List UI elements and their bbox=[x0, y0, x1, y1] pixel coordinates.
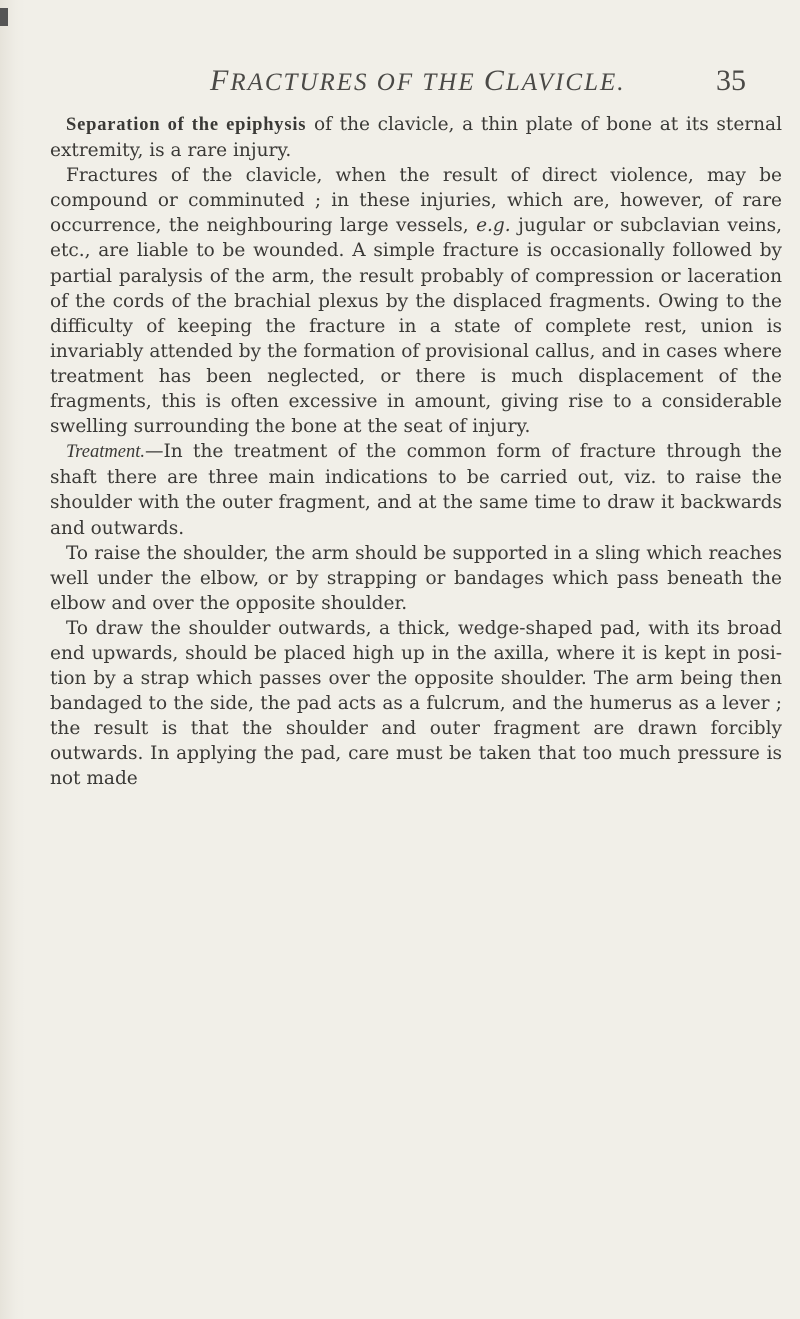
paragraph-raise-shoulder: To raise the shoulder, the arm should be supported in a sling which reaches well under the elbow, or by strapping or bandages which pass beneath the elbow and over the opposite shoulder. bbox=[50, 542, 782, 614]
paragraph-treatment: Treatment.—In the treatment of the common form of fracture through the shaft there are three main indications to be carried out, viz. to raise the shoulder with the outer fragment, and at the same time to draw it backwards and outwards. bbox=[50, 441, 782, 539]
page-left-edge bbox=[0, 0, 26, 1319]
runin-heading-treatment: Treatment. bbox=[66, 442, 145, 463]
paragraph-draw-shoulder: To draw the shoulder outwards, a thick, wedge-shaped pad, with its broad end upwards, should be placed high up in the axilla, where it is kept in position by a strap which passes over the opposite shoulder. The arm being then bandaged to the side, the pad acts as a fulcrum, and the humerus as a lever ; the result is that the shoulder and outer fragment are drawn forcibly outwards. In applying the pad, care must be taken that too much pressure is not made bbox=[50, 617, 782, 790]
page-edge-mark bbox=[0, 8, 8, 26]
running-head: FRACTURES OF THE CLAVICLE. bbox=[210, 64, 626, 97]
runin-heading: Separation of the epiphysis bbox=[66, 115, 307, 135]
paragraph-fractures: Fractures of the clavicle, when the result of direct violence, may be compound or comminuted ; in these injuries, which are, however, of rare occurrence, the neighbouring large vessels, e.g. jugular or subclavian veins, etc., are liable to be wounded. A simple fracture is occasionally followed by partial paralysis of the arm, the result probably of compression or laceration of the cords of the brachial plexus by the displaced fragments. Owing to the difficulty of keeping the fracture in a state of complete rest, union is invariably attended by the formation of provisional callus, and in cases where treatment has been neglected, or there is much displacement of the fragments, this is often excessive in amount, giving rise to a considerable swelling surrounding the bone at the seat of injury. bbox=[50, 165, 783, 438]
page-number: 35 bbox=[716, 64, 746, 97]
paragraph-epiphysis: Separation of the epiphysis of the clavicle, a thin plate of bone at its sternal extremity, is a rare injury. bbox=[50, 114, 782, 162]
body-text bbox=[50, 112, 782, 792]
